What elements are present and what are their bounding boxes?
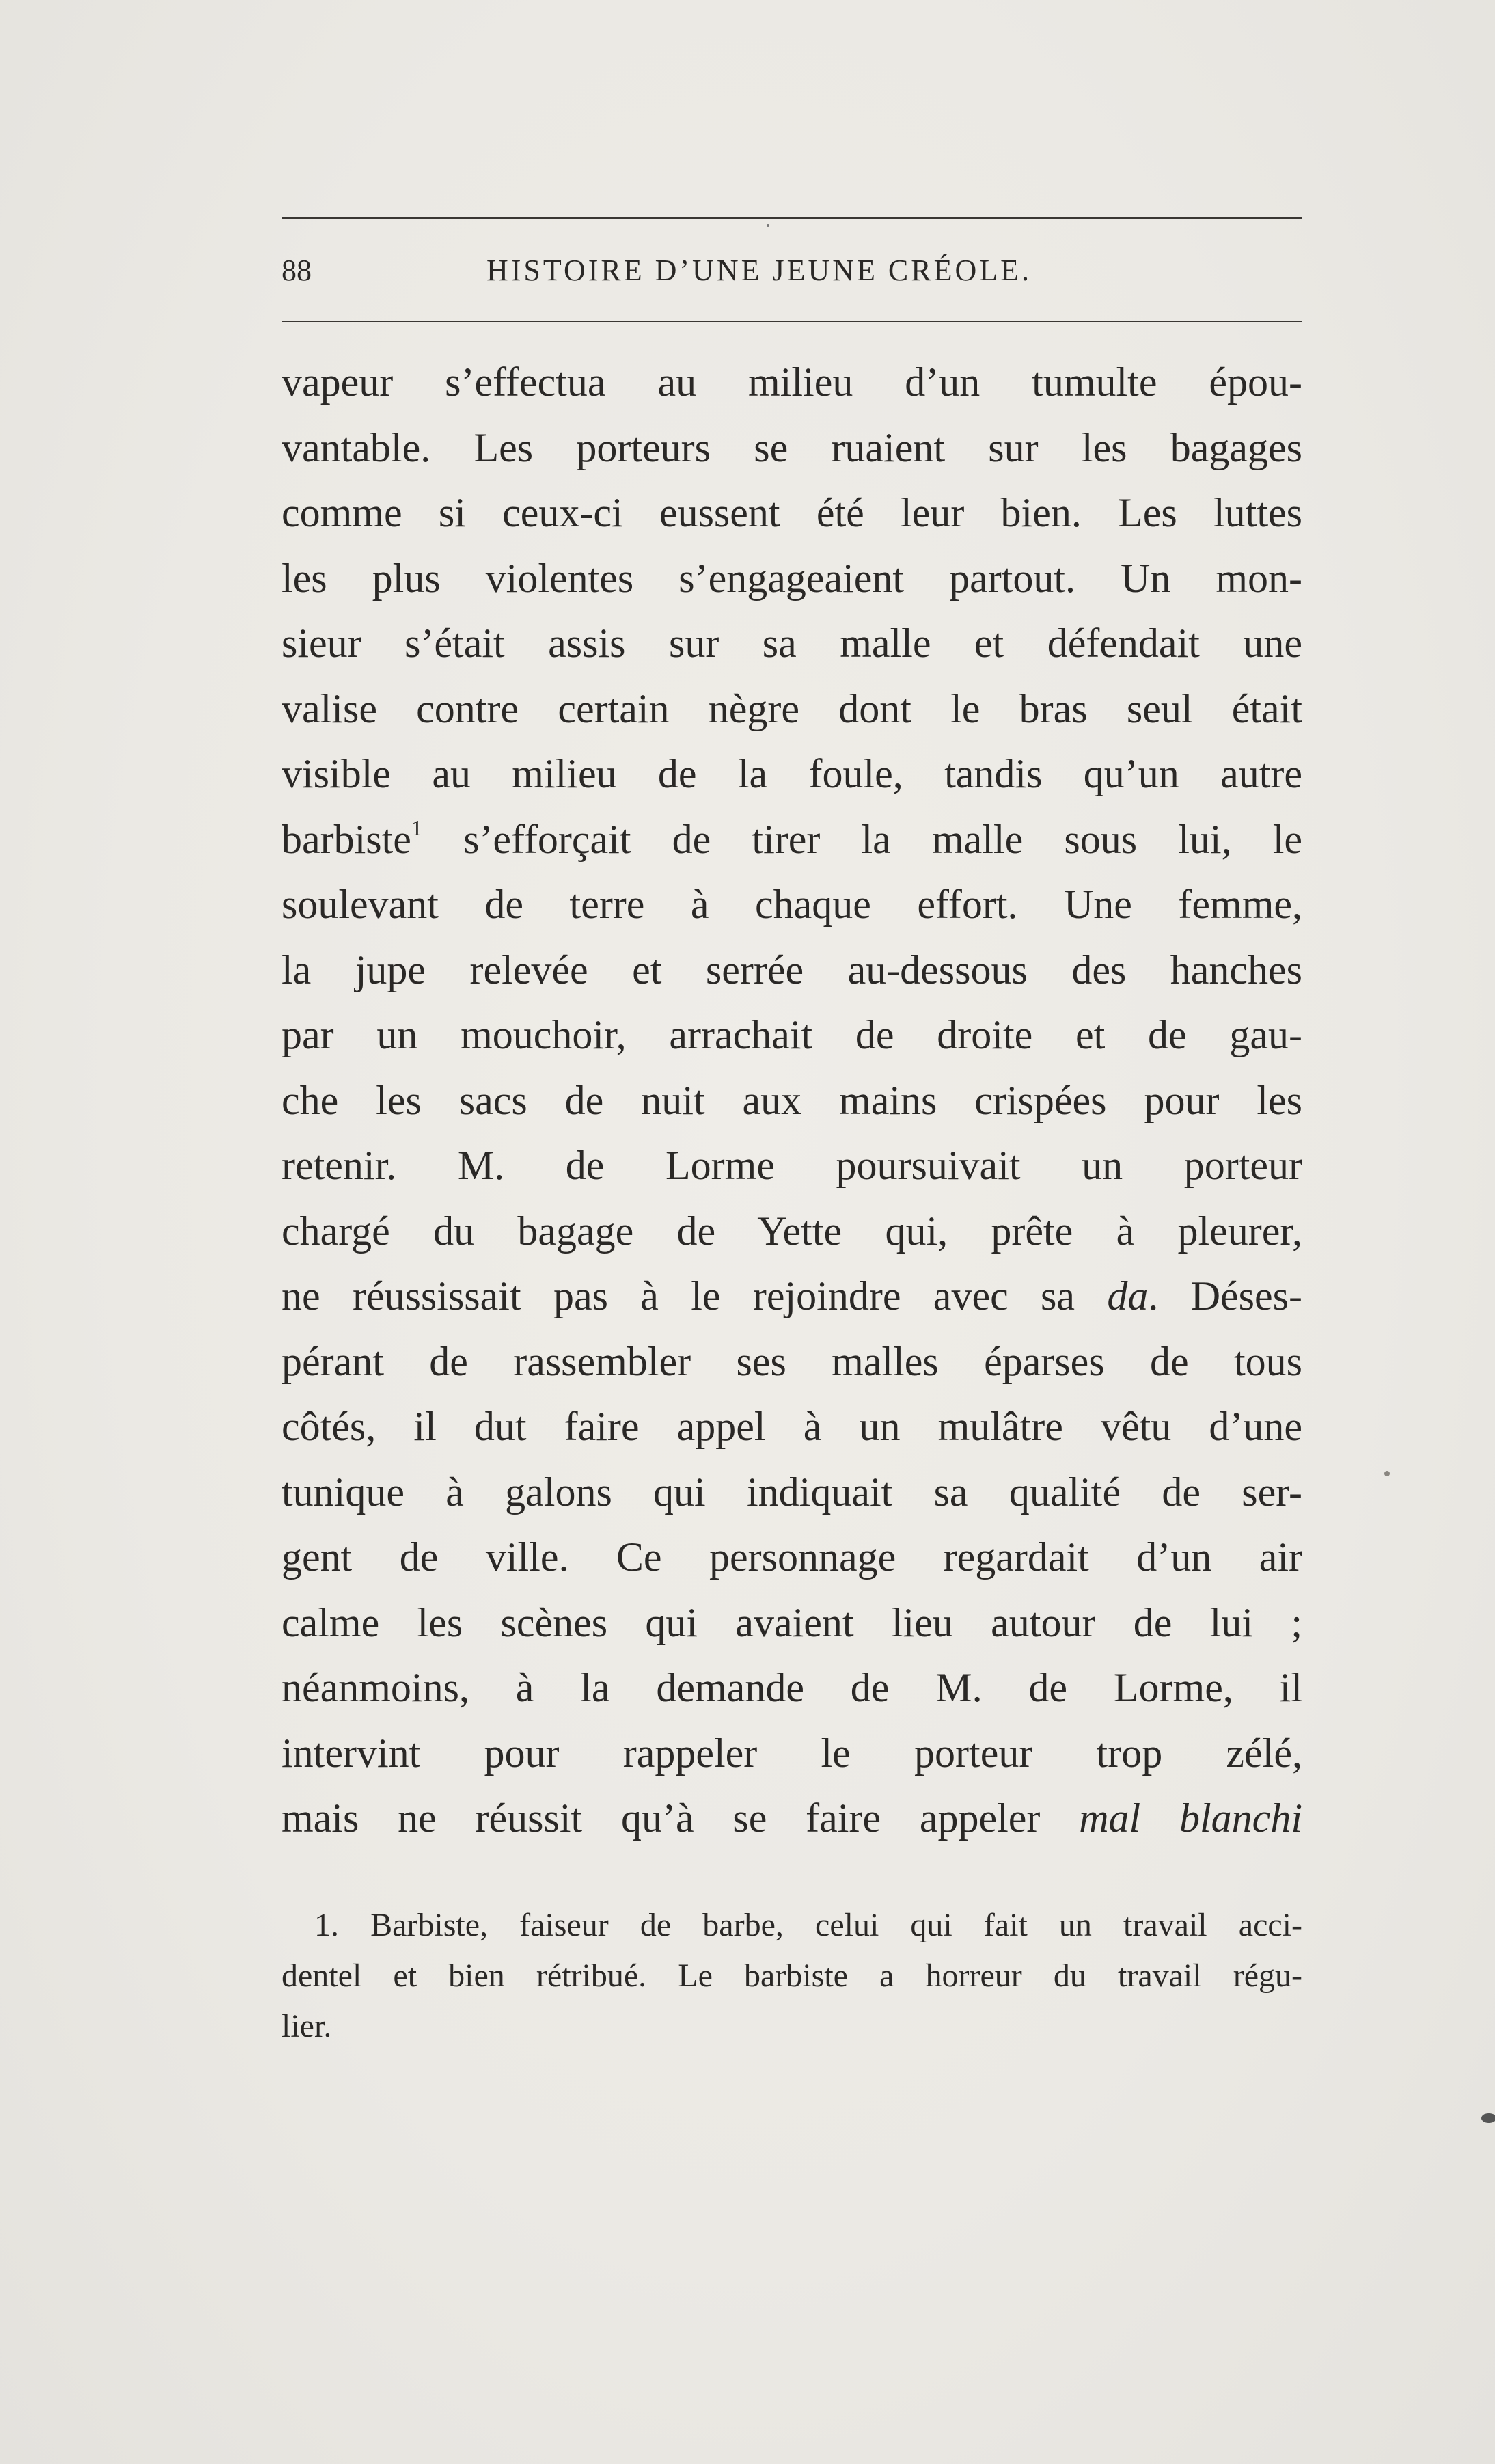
text-line-italic — [282, 1264, 1302, 1329]
footnote-line: 1. Barbiste, faiseur de barbe, celui qui fait un travail acci- — [314, 1907, 1302, 1943]
line-rest: s’efforçait de tirer la malle sous lui, le — [422, 816, 1302, 862]
footnote-marker: 1 — [411, 815, 422, 840]
header-top-rule — [282, 217, 1302, 219]
text-line: néanmoins, à la demande de M. de Lorme, il — [282, 1665, 1302, 1710]
text-line: valise contre certain nègre dont le bras seul était — [282, 686, 1302, 731]
text-line: comme si ceux-ci eussent été leur bien. Les luttes — [282, 490, 1302, 535]
ink-speck — [767, 224, 769, 227]
footnote-line: dentel et bien rétribué. Le barbiste a horreur du travail régu- — [282, 1958, 1302, 1994]
footnotes — [282, 1900, 1302, 2052]
text-line: visible au milieu de la foule, tandis qu’un autre — [282, 751, 1302, 796]
italic-da: da — [1107, 1273, 1149, 1318]
text-line: par un mouchoir, arrachait de droite et de gau- — [282, 1012, 1302, 1057]
ink-speck — [1481, 2113, 1495, 2123]
text-line: intervint pour rappeler le porteur trop zélé, — [282, 1730, 1302, 1776]
text-line: vantable. Les porteurs se ruaient sur les bagages — [282, 424, 1302, 470]
footnote-line: lier. — [282, 2008, 332, 2044]
text-line: côtés, il dut faire appel à un mulâtre vêtu d’une — [282, 1404, 1302, 1449]
text-line: soulevant de terre à chaque effort. Une femme, — [282, 882, 1302, 927]
text-line-italic — [282, 1786, 1302, 1852]
text-line: che les sacs de nuit aux mains crispées pour les — [282, 1077, 1302, 1123]
header-bottom-rule — [282, 321, 1302, 322]
text-line: retenir. M. de Lorme poursuivait un porteur — [282, 1143, 1302, 1188]
body-text — [282, 350, 1302, 1852]
text-line: les plus violentes s’engageaient partout. Un mon- — [282, 555, 1302, 601]
line-start: mais ne réussit qu’à se faire appeler — [282, 1796, 1080, 1841]
ink-speck — [1384, 1471, 1390, 1476]
line-tail: . Déses- — [1148, 1273, 1302, 1318]
text-line: la jupe relevée et serrée au-dessous des hanches — [282, 947, 1302, 992]
running-title: HISTOIRE D’UNE JEUNE CRÉOLE. — [486, 254, 1032, 287]
text-line: sieur s’était assis sur sa malle et défendait une — [282, 621, 1302, 666]
barbiste-word: barbiste — [282, 816, 411, 862]
line-start: ne réussissait pas à le rejoindre avec sa — [282, 1273, 1108, 1318]
text-line: vapeur s’effectua au milieu d’un tumulte épou- — [282, 360, 1302, 405]
text-line: chargé du bagage de Yette qui, prête à pleurer, — [282, 1208, 1302, 1254]
text-line: pérant de rassembler ses malles éparses de tous — [282, 1338, 1302, 1384]
text-line: calme les scènes qui avaient lieu autour de lui ; — [282, 1599, 1302, 1645]
page-number: 88 — [282, 254, 312, 287]
italic-mal-blanchi: mal blanchi — [1079, 1796, 1302, 1841]
text-line: gent de ville. Ce personnage regardait d’un air — [282, 1534, 1302, 1580]
running-head — [282, 250, 1302, 291]
text-line: tunique à galons qui indiquait sa qualité de ser- — [282, 1469, 1302, 1515]
text-line-footnote-ref — [282, 807, 1302, 873]
